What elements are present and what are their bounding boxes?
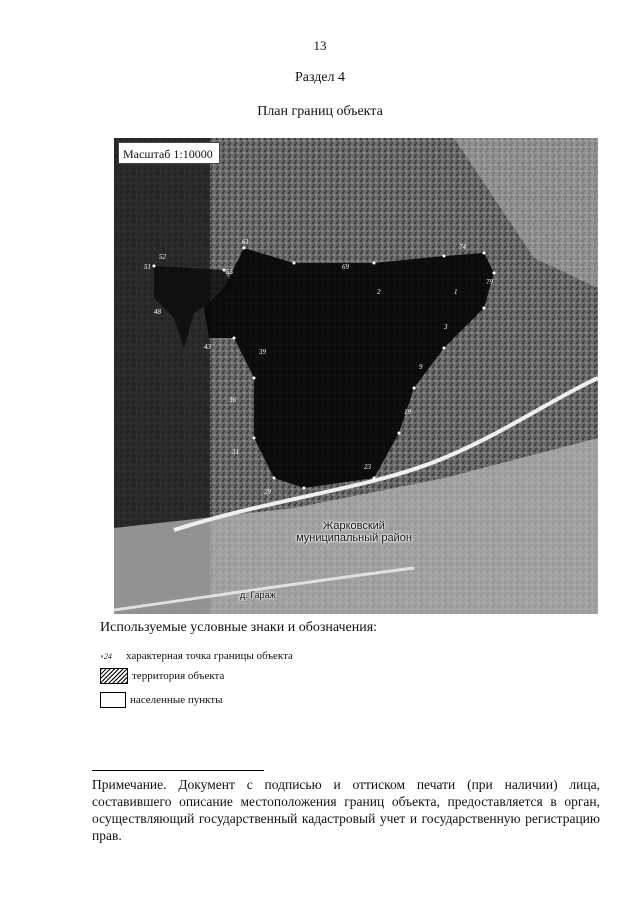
point-label: 79 [486,278,493,286]
footnote: Примечание. Документ с подписью и оттиском печати (при наличии) лица, составившего описание местоположения границ объекта, предоставляется в орган, осуществляющий государственный кадастровый учет и государственную регистрацию прав. [92,777,600,843]
point-label: 29 [264,488,271,496]
settlement-swatch-icon [100,692,126,708]
point-label: 51 [144,263,151,271]
legend-heading: Используемые условные знаки и обозначения: [100,620,378,635]
scale-label: Масштаб 1:10000 [118,142,220,164]
legend-point-text: характерная точка границы объекта [126,650,293,662]
hatch-swatch-icon [100,668,128,684]
point-label: 74 [459,243,466,251]
boundary-point-icon: ∘24 [100,651,112,661]
point-label: 9 [419,363,423,371]
page-number: 13 [313,38,327,53]
point-label: 36 [229,396,236,404]
point-label: 3 [444,323,448,331]
boundary-map [114,138,598,614]
point-label: 48 [154,308,161,316]
legend-settlement-text: населенные пункты [130,694,223,706]
district-label [274,520,434,544]
point-label: 43 [204,343,211,351]
point-label: 61 [242,238,249,246]
section-title: Раздел 4 [294,70,346,85]
footnote-divider [92,770,264,771]
point-label: 19 [404,408,411,416]
village-label: д. Гараж [240,590,276,600]
legend-item-territory [100,668,224,684]
point-label: 1 [454,288,458,296]
point-label: 69 [342,263,349,271]
legend-territory-text: территория объекта [132,670,225,682]
district-label-line1: Жарковский [323,520,385,532]
legend-item-settlement [100,692,223,708]
legend-item-point [100,650,293,662]
point-label: 31 [232,448,239,456]
point-label: 55 [226,268,233,276]
district-label-line2: муниципальный район [296,532,412,544]
point-label: 23 [364,463,371,471]
point-label: 39 [259,348,266,356]
point-label: 2 [377,288,381,296]
point-label: 52 [159,253,166,261]
plan-title: План границ объекта [257,104,383,119]
